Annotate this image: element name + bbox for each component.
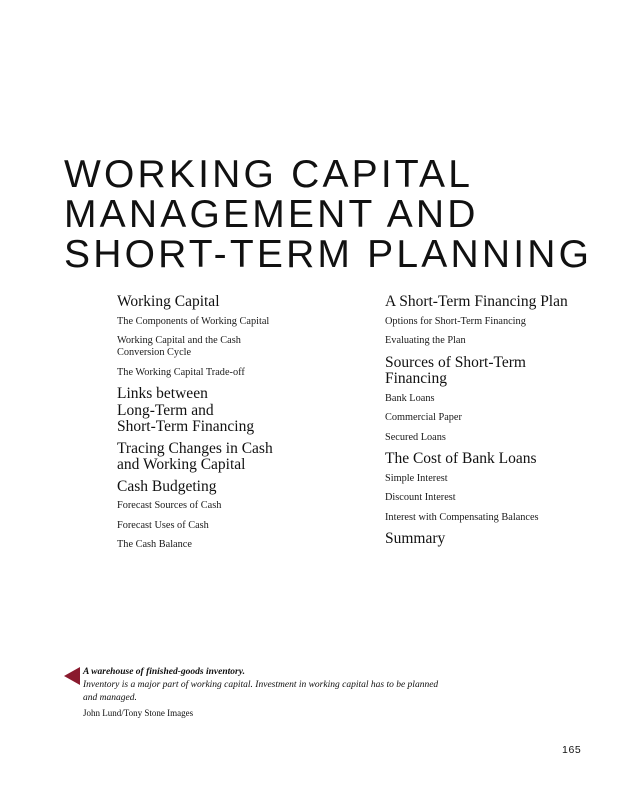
subsection-item [385, 335, 600, 347]
outline-section [385, 451, 600, 524]
photo-credit: John Lund/Tony Stone Images [83, 708, 194, 718]
subsection-item-line: Options for Short-Term Financing [385, 315, 526, 327]
subsection-item-line: The Cash Balance [117, 539, 192, 550]
subsection-item-line: Evaluating the Plan [385, 335, 466, 346]
section-heading [117, 386, 347, 436]
subsection-item [385, 412, 600, 424]
outline-section [117, 386, 347, 436]
outline-section [117, 294, 347, 379]
section-heading [385, 531, 600, 548]
subsection-item-line: Conversion Cycle [117, 347, 192, 358]
subsection-item-line: Simple Interest [385, 472, 448, 484]
section-heading-line: Long-Term and [117, 401, 214, 419]
section-heading [385, 294, 600, 311]
section-heading-line: Tracing Changes in Cash [117, 439, 273, 457]
subsection-item [385, 393, 600, 405]
section-heading-line: Financing [385, 370, 447, 387]
caption-title: A warehouse of finished-goods inventory. [83, 667, 245, 677]
subsection-item [385, 473, 600, 485]
subsection-item [117, 335, 347, 359]
subsection-item-line: Bank Loans [385, 392, 435, 404]
caption-text [83, 666, 484, 720]
subsection-item [117, 367, 347, 379]
subsection-item-line: Working Capital and the Cash [117, 335, 241, 346]
subsection-item [385, 512, 600, 524]
chapter-title [64, 155, 604, 275]
subsection-item [385, 316, 600, 328]
section-heading-line: Working Capital [117, 293, 220, 310]
section-heading-line: Short-Term Financing [117, 418, 255, 435]
chapter-title-line: WORKING CAPITAL [64, 153, 474, 196]
subsection-item [117, 539, 347, 551]
page-number: 165 [562, 744, 582, 756]
chapter-title-line: MANAGEMENT AND [64, 193, 479, 236]
chapter-title-line: SHORT-TERM PLANNING [64, 233, 593, 276]
section-heading-line: Summary [385, 530, 446, 547]
outline-section [385, 355, 600, 444]
subsection-item-line: Discount Interest [385, 492, 456, 503]
section-heading-line: The Cost of Bank Loans [385, 450, 537, 467]
subsection-item [385, 492, 600, 504]
outline-section [117, 441, 347, 474]
section-heading-line: A Short-Term Financing Plan [385, 293, 568, 310]
section-heading-line: and Working Capital [117, 456, 246, 473]
subsection-list [385, 473, 600, 524]
section-heading [385, 451, 600, 468]
subsection-item-line: Forecast Uses of Cash [117, 519, 209, 531]
outline-left-column [117, 294, 347, 559]
subsection-list [385, 393, 600, 444]
subsection-item-line: Forecast Sources of Cash [117, 500, 222, 511]
subsection-item-line: Secured Loans [385, 431, 446, 443]
outline-section [385, 531, 600, 548]
caption-body-line: Inventory is a major part of working capital. Investment in working capital has to be planned [83, 680, 439, 690]
subsection-item-line: Commercial Paper [385, 412, 462, 423]
section-heading [117, 441, 347, 474]
subsection-list [117, 500, 347, 551]
subsection-item [117, 500, 347, 512]
subsection-list [117, 316, 347, 379]
section-heading [117, 294, 347, 311]
subsection-item [385, 432, 600, 444]
subsection-item [117, 520, 347, 532]
outline-section [117, 479, 347, 552]
outline-right-column [385, 294, 600, 553]
outline-section [385, 294, 600, 347]
photo-caption [64, 666, 484, 720]
caption-arrow-icon [64, 667, 80, 685]
caption-body-line: and managed. [83, 693, 137, 703]
subsection-item [117, 316, 347, 328]
section-heading-line: Links between [117, 385, 208, 402]
section-heading-line: Cash Budgeting [117, 477, 217, 495]
subsection-item-line: The Working Capital Trade-off [117, 366, 245, 378]
subsection-item-line: The Components of Working Capital [117, 315, 270, 327]
section-heading [117, 479, 347, 496]
subsection-list [385, 316, 600, 348]
section-heading-line: Sources of Short-Term [385, 353, 526, 371]
section-heading [385, 355, 600, 388]
subsection-item-line: Interest with Compensating Balances [385, 511, 539, 523]
